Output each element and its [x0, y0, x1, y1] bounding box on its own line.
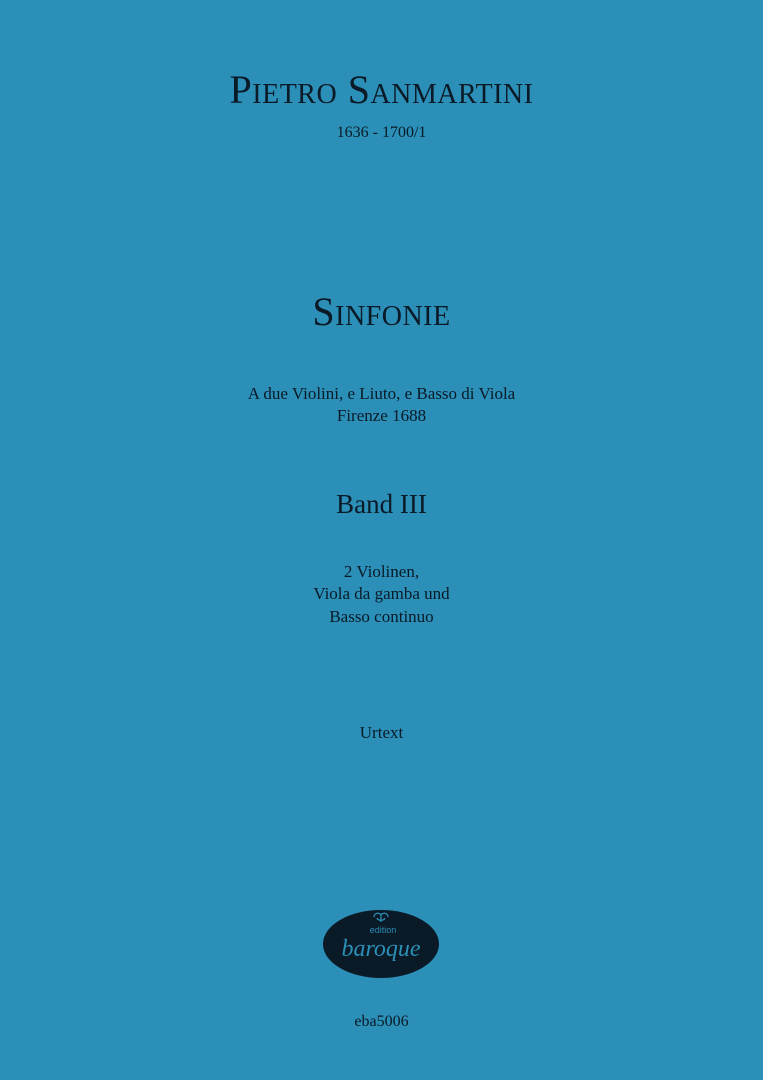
- instrumentation-line: Basso continuo: [329, 607, 434, 626]
- instrumentation-line: 2 Violinen,: [343, 562, 420, 581]
- volume-label: Band III: [336, 489, 427, 519]
- subtitle-line-original-scoring: A due Violini, e Liuto, e Basso di Viola: [247, 384, 516, 403]
- composer-name: Pietro Sanmartini: [229, 67, 534, 112]
- logo-small-text: edition: [369, 925, 397, 935]
- edition-type: Urtext: [359, 723, 404, 742]
- catalog-number: eba5006: [354, 1013, 409, 1030]
- instrumentation-line: Viola da gamba und: [313, 584, 450, 603]
- logo-main-text: baroque: [341, 936, 421, 962]
- subtitle-line-place-year: Firenze 1688: [336, 406, 427, 425]
- composer-dates: 1636 - 1700/1: [336, 124, 427, 141]
- publisher-logo: [322, 906, 440, 980]
- work-title: Sinfonie: [312, 289, 451, 334]
